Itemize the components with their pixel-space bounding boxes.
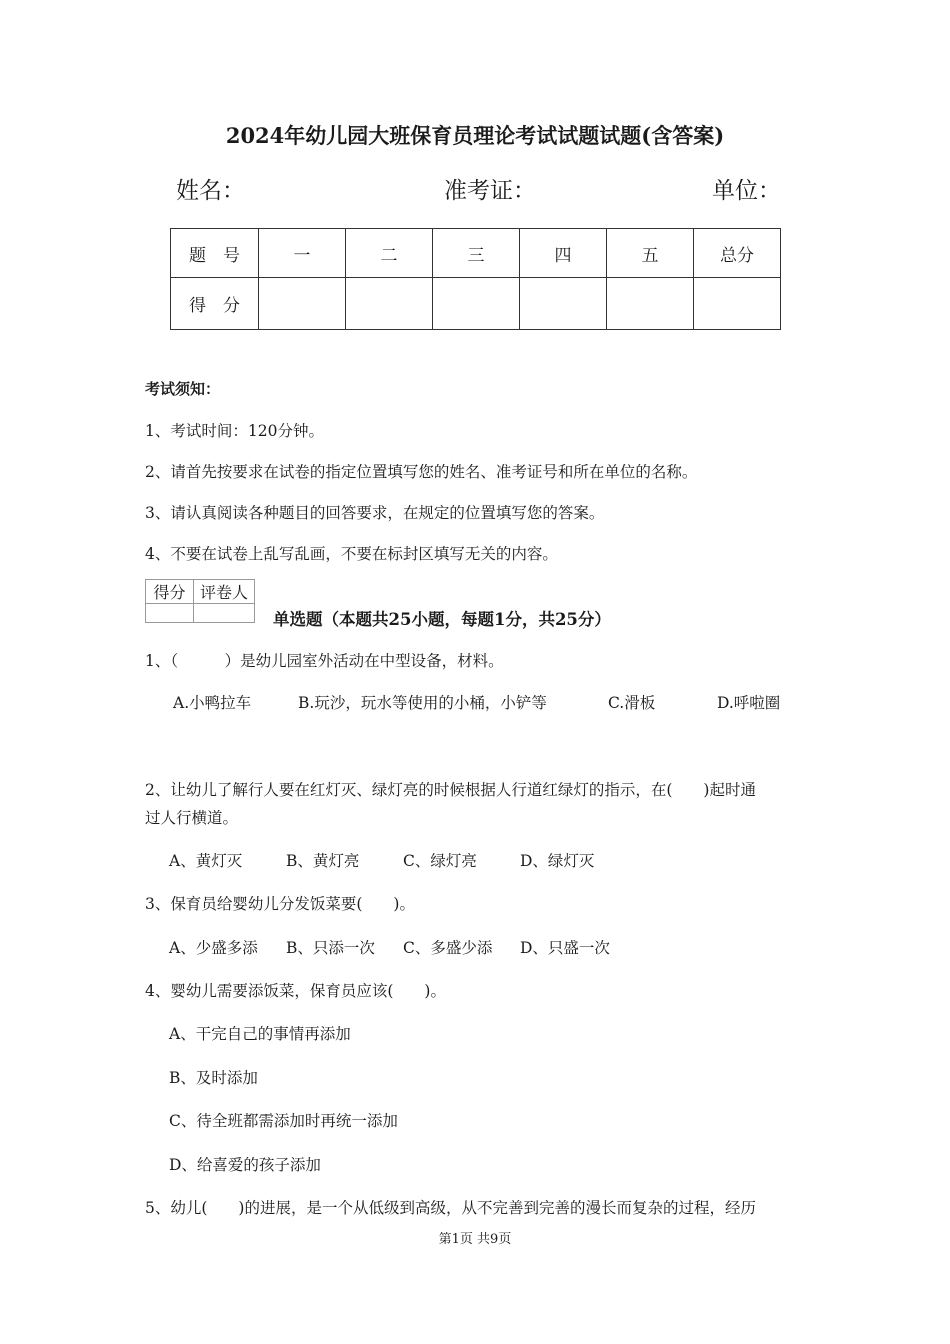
question-option: C、绿灯亮	[403, 852, 477, 870]
name-field-label: 姓名：	[176, 178, 245, 204]
score-table-header-cell: 总分	[694, 229, 781, 278]
score-table	[170, 228, 781, 330]
unit-field-label: 单位：	[712, 178, 781, 204]
score-cell	[607, 278, 694, 330]
notice-item: 2、请首先按要求在试卷的指定位置填写您的姓名、准考证号和所在单位的名称。	[145, 463, 698, 481]
score-cell	[259, 278, 346, 330]
score-table-header-cell: 三	[433, 229, 520, 278]
question-option: C.滑板	[608, 694, 656, 712]
exam-number-field-label: 准考证：	[444, 178, 536, 204]
question-option: C、待全班都需添加时再统一添加	[169, 1112, 398, 1130]
question-option: A.小鸭拉车	[173, 694, 252, 712]
question-option: B、只添一次	[286, 939, 375, 957]
question-option: D、给喜爱的孩子添加	[169, 1156, 321, 1174]
grader-reviewer-label: 评卷人	[194, 580, 255, 604]
notice-item: 1、考试时间：120分钟。	[145, 422, 324, 440]
question-option: C、多盛少添	[403, 939, 493, 957]
question-stem: 5、幼儿( )的进展，是一个从低级到高级，从不完善到完善的漫长而复杂的过程，经历	[145, 1199, 756, 1217]
score-table-header-cell: 二	[346, 229, 433, 278]
page-footer: 第1页 共9页	[438, 1232, 512, 1247]
grader-box	[145, 579, 255, 623]
grader-reviewer-cell	[194, 604, 255, 623]
question-option: A、干完自己的事情再添加	[169, 1025, 351, 1043]
question-option: A、黄灯灭	[169, 852, 243, 870]
question-stem: 2、让幼儿了解行人要在红灯灭、绿灯亮的时候根据人行道红绿灯的指示，在( )起时通	[145, 781, 756, 799]
score-table-header-cell: 五	[607, 229, 694, 278]
question-stem-continued: 过人行横道。	[145, 809, 239, 827]
score-table-score-row	[171, 278, 781, 330]
score-table-header-cell: 四	[520, 229, 607, 278]
question-option: D、绿灯灭	[520, 852, 595, 870]
score-cell	[520, 278, 607, 330]
notice-heading: 考试须知：	[145, 380, 221, 398]
question-option: D.呼啦圈	[717, 694, 781, 712]
question-stem: 1、（ ）是幼儿园室外活动在中型设备，材料。	[145, 652, 504, 670]
score-table-row-label: 得 分	[171, 278, 259, 330]
score-cell	[346, 278, 433, 330]
question-option: D、只盛一次	[520, 939, 610, 957]
score-cell	[433, 278, 520, 330]
grader-score-cell	[146, 604, 194, 623]
score-table-header-cell: 题 号	[171, 229, 259, 278]
score-cell	[694, 278, 781, 330]
question-option: B、及时添加	[169, 1069, 258, 1087]
question-stem: 3、保育员给婴幼儿分发饭菜要( )。	[145, 895, 415, 913]
question-option: B.玩沙，玩水等使用的小桶，小铲等	[298, 694, 547, 712]
question-option: A、少盛多添	[169, 939, 258, 957]
section-title: 单选题（本题共25小题，每题1分，共25分）	[273, 610, 611, 629]
question-option: B、黄灯亮	[286, 852, 360, 870]
document-title: 2024年幼儿园大班保育员理论考试试题试题(含答案)	[225, 123, 725, 148]
notice-item: 4、不要在试卷上乱写乱画，不要在标封区填写无关的内容。	[145, 545, 558, 563]
grader-score-label: 得分	[146, 580, 194, 604]
question-stem: 4、婴幼儿需要添饭菜，保育员应该( )。	[145, 982, 446, 1000]
notice-item: 3、请认真阅读各种题目的回答要求，在规定的位置填写您的答案。	[145, 504, 605, 522]
score-table-header-row	[171, 229, 781, 278]
score-table-header-cell: 一	[259, 229, 346, 278]
